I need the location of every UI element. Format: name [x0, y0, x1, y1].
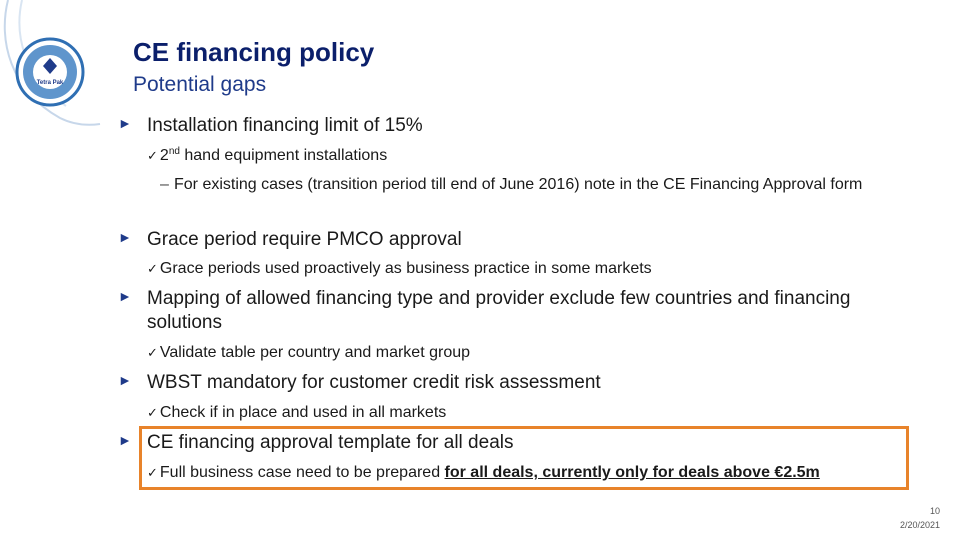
bullet-arrow-icon: ► [118, 432, 132, 448]
sub-text: Validate table per country and market group [159, 344, 471, 361]
sub-text: Grace periods used proactively as business practice in some markets [159, 260, 652, 277]
tetra-pak-logo [0, 0, 110, 130]
bullet-1-sub-1 [147, 146, 387, 165]
sub-text: Full business case need to be prepared [159, 464, 445, 481]
bullet-2-text: Grace period require PMCO approval [147, 229, 462, 250]
checkmark-icon: ✓ [147, 405, 158, 420]
bullet-arrow-icon: ► [118, 372, 132, 388]
bullet-4-text: WBST mandatory for customer credit risk assessment [147, 372, 601, 393]
emphasis-text: for all deals, currently only for deals above €2.5m [444, 464, 820, 481]
sub-prefix: 2 [159, 147, 169, 164]
tetra-pak-logo-icon [0, 0, 110, 130]
bullet-5-text: CE financing approval template for all deals [147, 432, 514, 453]
bullet-arrow-icon: ► [118, 288, 132, 304]
bullet-2-sub-1 [147, 260, 652, 278]
bullet-1-subsub-1 [160, 173, 920, 197]
bullet-4 [118, 371, 907, 395]
bullet-5 [118, 431, 907, 455]
checkmark-icon: ✓ [147, 465, 158, 480]
bullet-3 [118, 287, 907, 335]
subsub-text: For existing cases (transition period till end of June 2016) note in the CE Financing Approval form [174, 176, 863, 193]
logo-text: Tetra Pak [36, 80, 64, 86]
bullet-arrow-icon: ► [118, 115, 132, 131]
bullet-3-sub-1 [147, 344, 470, 362]
bullet-1-text: Installation financing limit of 15% [147, 115, 423, 136]
slide-date: 2/20/2021 [899, 520, 940, 530]
checkmark-icon: ✓ [147, 345, 158, 360]
dash-icon: – [160, 176, 169, 193]
bullet-arrow-icon: ► [118, 229, 132, 245]
bullet-4-sub-1 [147, 404, 446, 422]
bullet-5-sub-1 [147, 464, 820, 482]
bullet-3-text: Mapping of allowed financing type and provider exclude few countries and financing solutions [147, 288, 851, 333]
checkmark-icon: ✓ [147, 148, 158, 163]
page-title: CE financing policy [133, 37, 375, 67]
checkmark-icon: ✓ [147, 261, 158, 276]
sub-superscript: nd [168, 146, 180, 157]
sub-text: Check if in place and used in all markets [159, 404, 447, 421]
sub-text: hand equipment installations [179, 147, 388, 164]
bullet-2 [118, 228, 907, 252]
page-number: 10 [929, 506, 940, 516]
bullet-1 [118, 114, 907, 138]
page-subtitle: Potential gaps [133, 73, 267, 96]
